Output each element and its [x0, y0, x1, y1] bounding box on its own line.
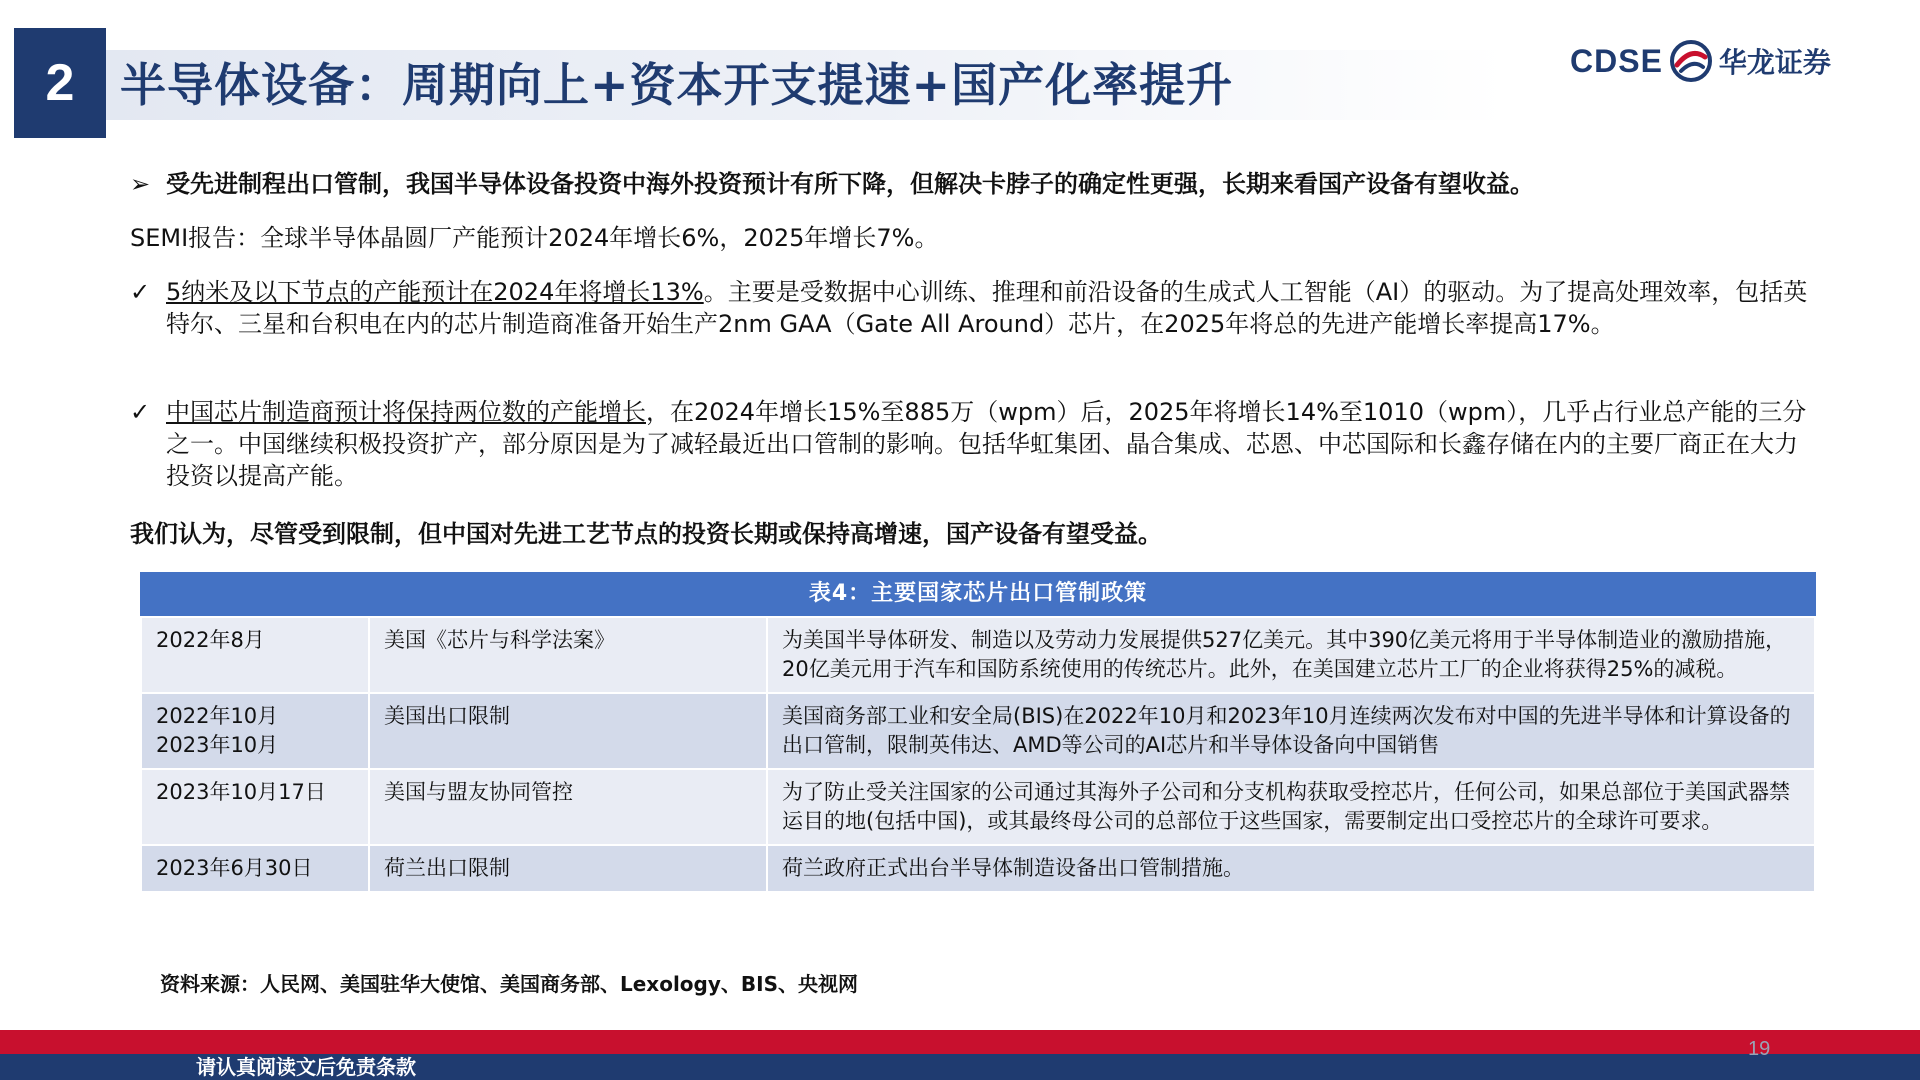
policy-cell: 美国《芯片与科学法案》 — [369, 617, 767, 693]
detail-cell: 为了防止受关注国家的公司通过其海外子公司和分支机构获取受控芯片，任何公司，如果总部位于美国武器禁运目的地(包括中国)，或其最终母公司的总部位于这些国家，需要制定出口受控芯片的全球许可要求。 — [767, 769, 1815, 845]
disclaimer-link[interactable]: 请认真阅读文后免责条款 — [196, 1055, 416, 1079]
policy-cell: 美国与盟友协同管控 — [369, 769, 767, 845]
section-number-badge — [14, 28, 106, 138]
logo-mark-icon — [1669, 39, 1713, 83]
arrow-bullet-icon: ➢ — [130, 170, 151, 198]
lead-text: 受先进制程出口管制，我国半导体设备投资中海外投资预计有所下降，但解决卡脖子的确定性更强，长期来看国产设备有望收益。 — [166, 170, 1534, 198]
semi-report-text: SEMI报告：全球半导体晶圆厂产能预计2024年增长6%，2025年增长7%。 — [130, 224, 939, 252]
policy-cell: 美国出口限制 — [369, 693, 767, 769]
point-1 — [130, 276, 1820, 340]
table-title: 表4：主要国家芯片出口管制政策 — [140, 572, 1816, 616]
date-cell: 2023年10月17日 — [141, 769, 369, 845]
section-number: 2 — [45, 54, 75, 112]
check-bullet-icon: ✓ — [130, 278, 151, 306]
policy-table-grid — [140, 616, 1816, 893]
logo-cn-text: 华龙证券 — [1718, 46, 1831, 79]
table-row — [141, 617, 1815, 693]
point-1-text — [166, 276, 1820, 340]
point-2-text — [166, 396, 1820, 492]
date-cell: 2023年6月30日 — [141, 845, 369, 892]
page-number: 19 — [1748, 1038, 1771, 1060]
table-row — [141, 693, 1815, 769]
lead-paragraph — [130, 168, 1820, 200]
point-1-rest: 。主要是受数据中心训练、推理和前沿设备的生成式人工智能（AI）的驱动。为了提高处理效率，包括英特尔、三星和台积电在内的芯片制造商准备开始生产2nm GAA（Gate All Around）芯片，在2025年将总的先进产能增长率提高17%。 — [166, 278, 1808, 338]
point-1-underlined: 5纳米及以下节点的产能预计在2024年将增长13% — [166, 278, 704, 306]
policy-table — [140, 572, 1816, 893]
point-2-rest: ，在2024年增长15%至885万（wpm）后，2025年将增长14%至1010（wpm），几乎占行业总产能的三分之一。中国继续积极投资扩产，部分原因是为了减轻最近出口管制的影响。包括华虹集团、晶合集成、芯恩、中芯国际和长鑫存储在内的主要厂商正在大力投资以提高产能。 — [166, 398, 1807, 490]
footer-red-bar — [0, 1030, 1920, 1054]
date-cell: 2022年10月 2023年10月 — [141, 693, 369, 769]
point-2 — [130, 396, 1820, 492]
point-2-underlined: 中国芯片制造商预计将保持两位数的产能增长 — [166, 398, 646, 426]
date-cell: 2022年8月 — [141, 617, 369, 693]
table-row — [141, 769, 1815, 845]
policy-cell: 荷兰出口限制 — [369, 845, 767, 892]
logo-en-text: CDSE — [1570, 42, 1663, 79]
source-note: 资料来源：人民网、美国驻华大使馆、美国商务部、Lexology、BIS、央视网 — [160, 972, 858, 996]
conclusion-text: 我们认为，尽管受到限制，但中国对先进工艺节点的投资长期或保持高增速，国产设备有望受益。 — [130, 520, 1162, 548]
company-logo — [1570, 36, 1831, 86]
detail-cell: 为美国半导体研发、制造以及劳动力发展提供527亿美元。其中390亿美元将用于半导体制造业的激励措施，20亿美元用于汽车和国防系统使用的传统芯片。此外，在美国建立芯片工厂的企业将获得25%的减税。 — [767, 617, 1815, 693]
check-bullet-icon: ✓ — [130, 398, 151, 426]
page-title: 半导体设备：周期向上+资本开支提速+国产化率提升 — [120, 58, 1234, 112]
detail-cell: 荷兰政府正式出台半导体制造设备出口管制措施。 — [767, 845, 1815, 892]
detail-cell: 美国商务部工业和安全局(BIS)在2022年10月和2023年10月连续两次发布对中国的先进半导体和计算设备的出口管制，限制英伟达、AMD等公司的AI芯片和半导体设备向中国销售 — [767, 693, 1815, 769]
table-row — [141, 845, 1815, 892]
